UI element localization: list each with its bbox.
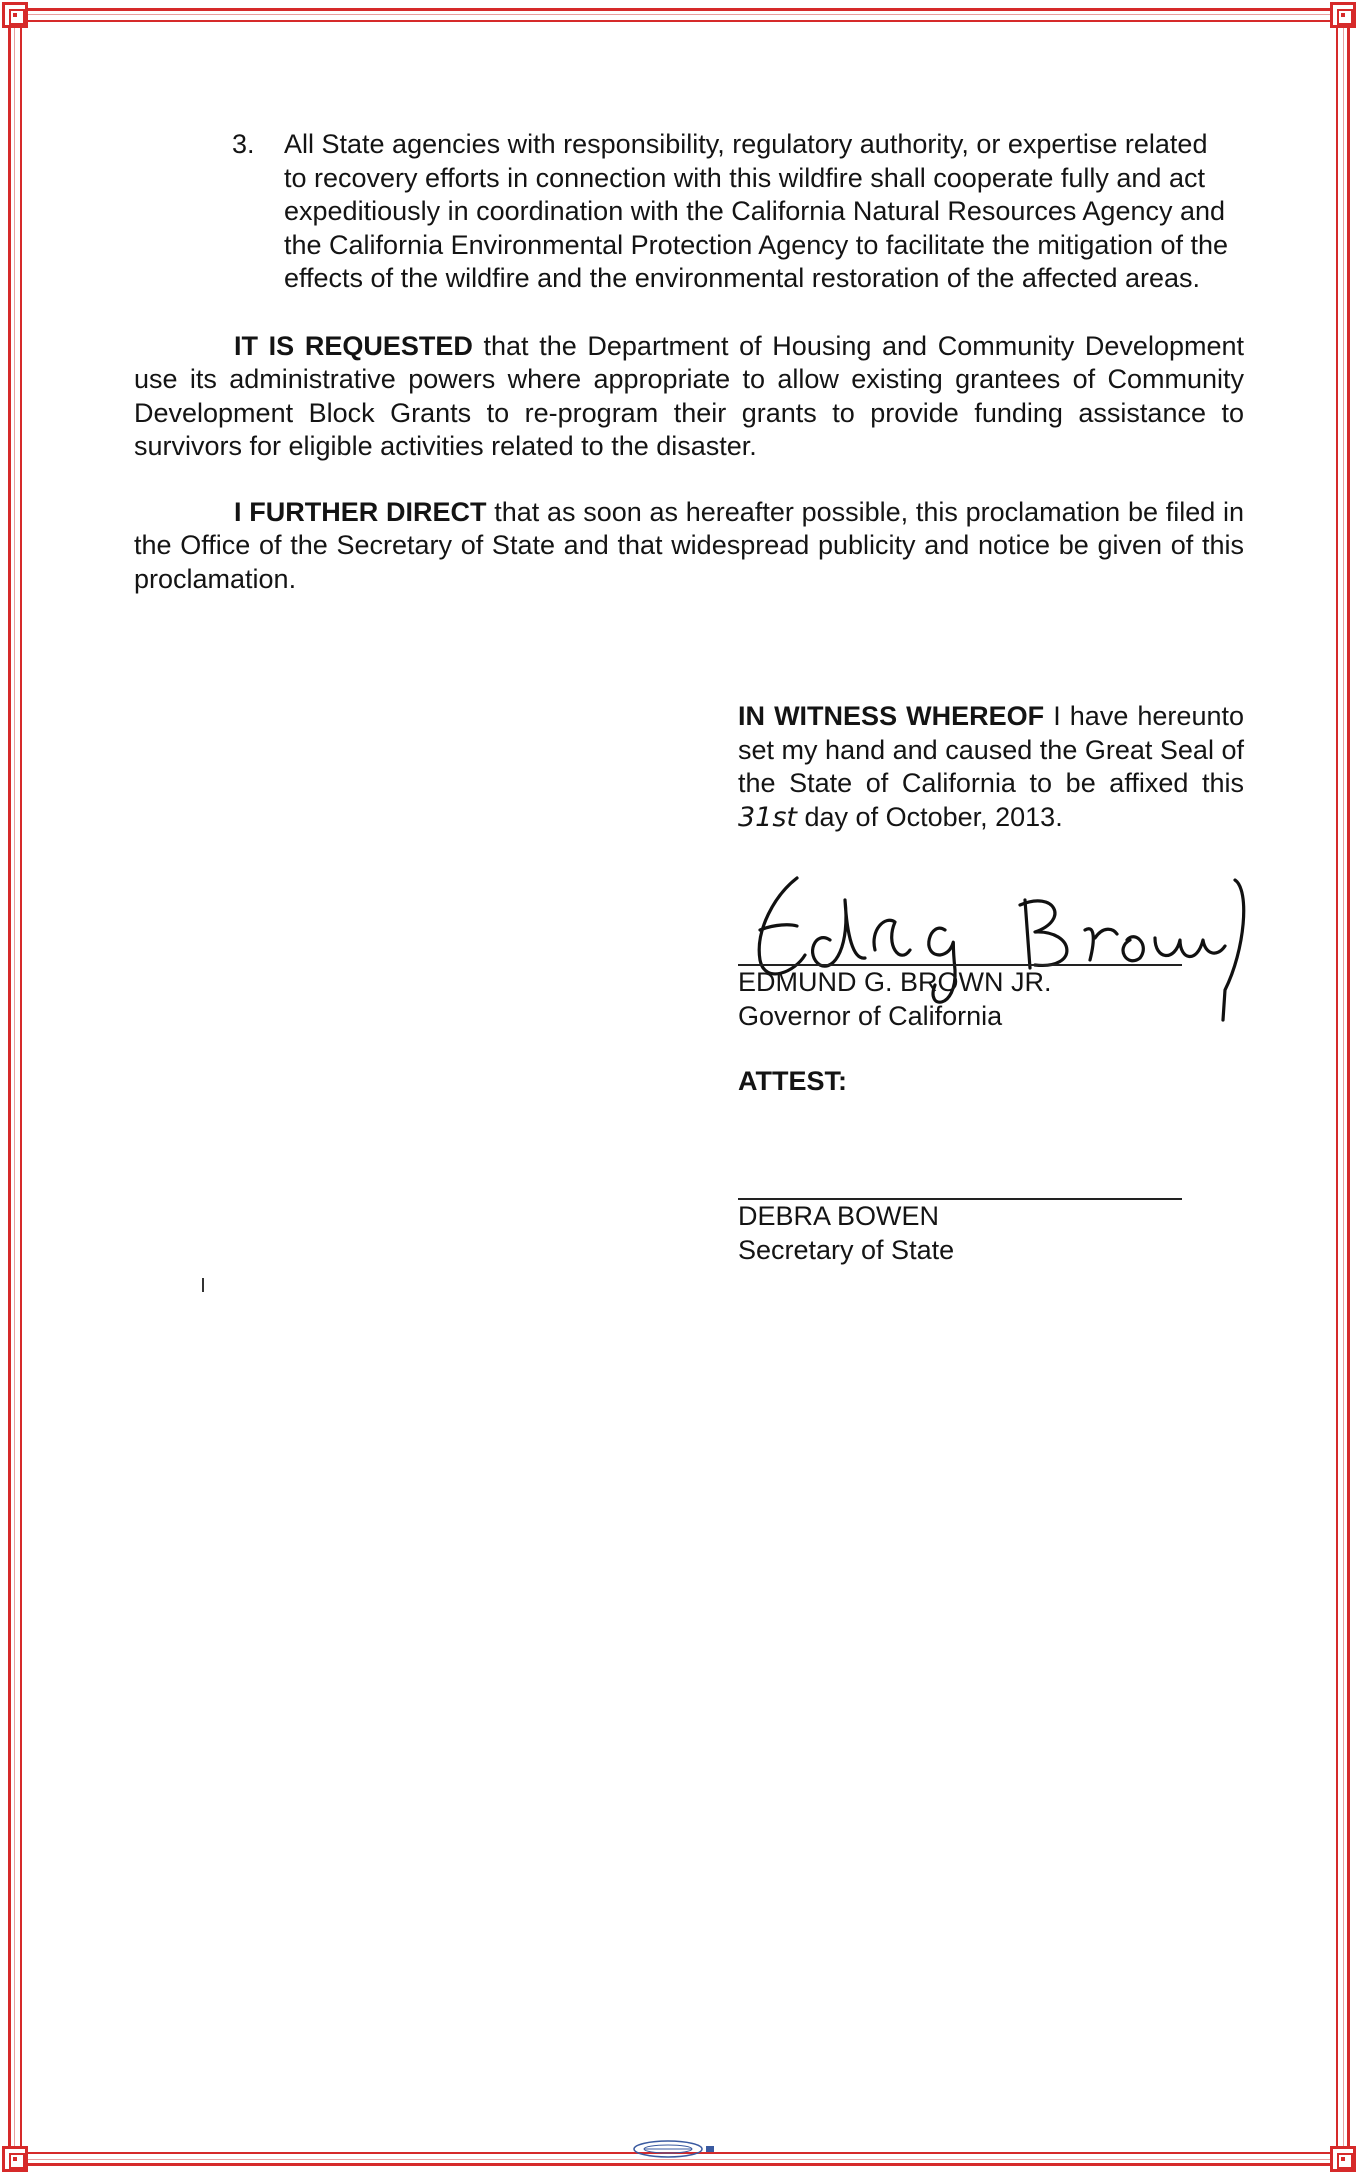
- requested-lead: IT IS REQUESTED: [234, 330, 473, 361]
- requested-paragraph: [134, 330, 1244, 464]
- direct-lead: I FURTHER DIRECT: [234, 496, 487, 527]
- proclamation-body: [134, 128, 1244, 623]
- secretary-block: [738, 1200, 954, 1267]
- secretary-name: DEBRA BOWEN: [738, 1201, 940, 1231]
- direct-paragraph: [134, 496, 1244, 597]
- list-item-number: 3.: [232, 129, 255, 159]
- list-item-text: All State agencies with responsibility, regulatory authority, or expertise related to recovery efforts in connection with this wildfire shall cooperate fully and act expeditiously in coordination with the California Natural Resources Agency and the California Environmental Protection Agency to facilitate the mitigation of the effects of the wildfire and the environmental restoration of the affected areas.: [284, 129, 1229, 293]
- witness-lead: IN WITNESS WHEREOF: [738, 701, 1045, 731]
- attest-label: ATTEST:: [738, 1066, 847, 1096]
- stray-mark: [202, 1278, 204, 1292]
- witness-text: I have hereunto set my hand and caused the Great Seal of the State of California to be affixed this: [738, 701, 1244, 798]
- witness-clause: [738, 700, 1244, 834]
- corner-ornament-icon: [2, 2, 28, 28]
- secretary-title: Secretary of State: [738, 1234, 955, 1265]
- direct-text: that as soon as hereafter possible, this proclamation be filed in the Office of the Secretary of State and that widespread publicity and notice be given of this proclamation.: [134, 496, 1244, 594]
- witness-text-end: day of October, 2013.: [797, 801, 1063, 832]
- governor-block: [738, 966, 1052, 1033]
- list-item-3: [134, 128, 1244, 296]
- printer-seal-icon: [624, 2138, 724, 2160]
- handwritten-date: 31st: [738, 801, 798, 833]
- corner-ornament-icon: [1330, 2, 1356, 28]
- corner-ornament-icon: [1330, 2146, 1356, 2172]
- governor-title: Governor of California: [738, 1000, 1003, 1031]
- corner-ornament-icon: [2, 2146, 28, 2172]
- governor-name: EDMUND G. BROWN JR.: [738, 967, 1052, 997]
- requested-text: that the Department of Housing and Community Development use its administrative powers where appropriate to allow existing grantees of Community Development Block Grants to re-program their grants to provide funding assistance to survivors for eligible activities related to the disaster.: [134, 330, 1244, 461]
